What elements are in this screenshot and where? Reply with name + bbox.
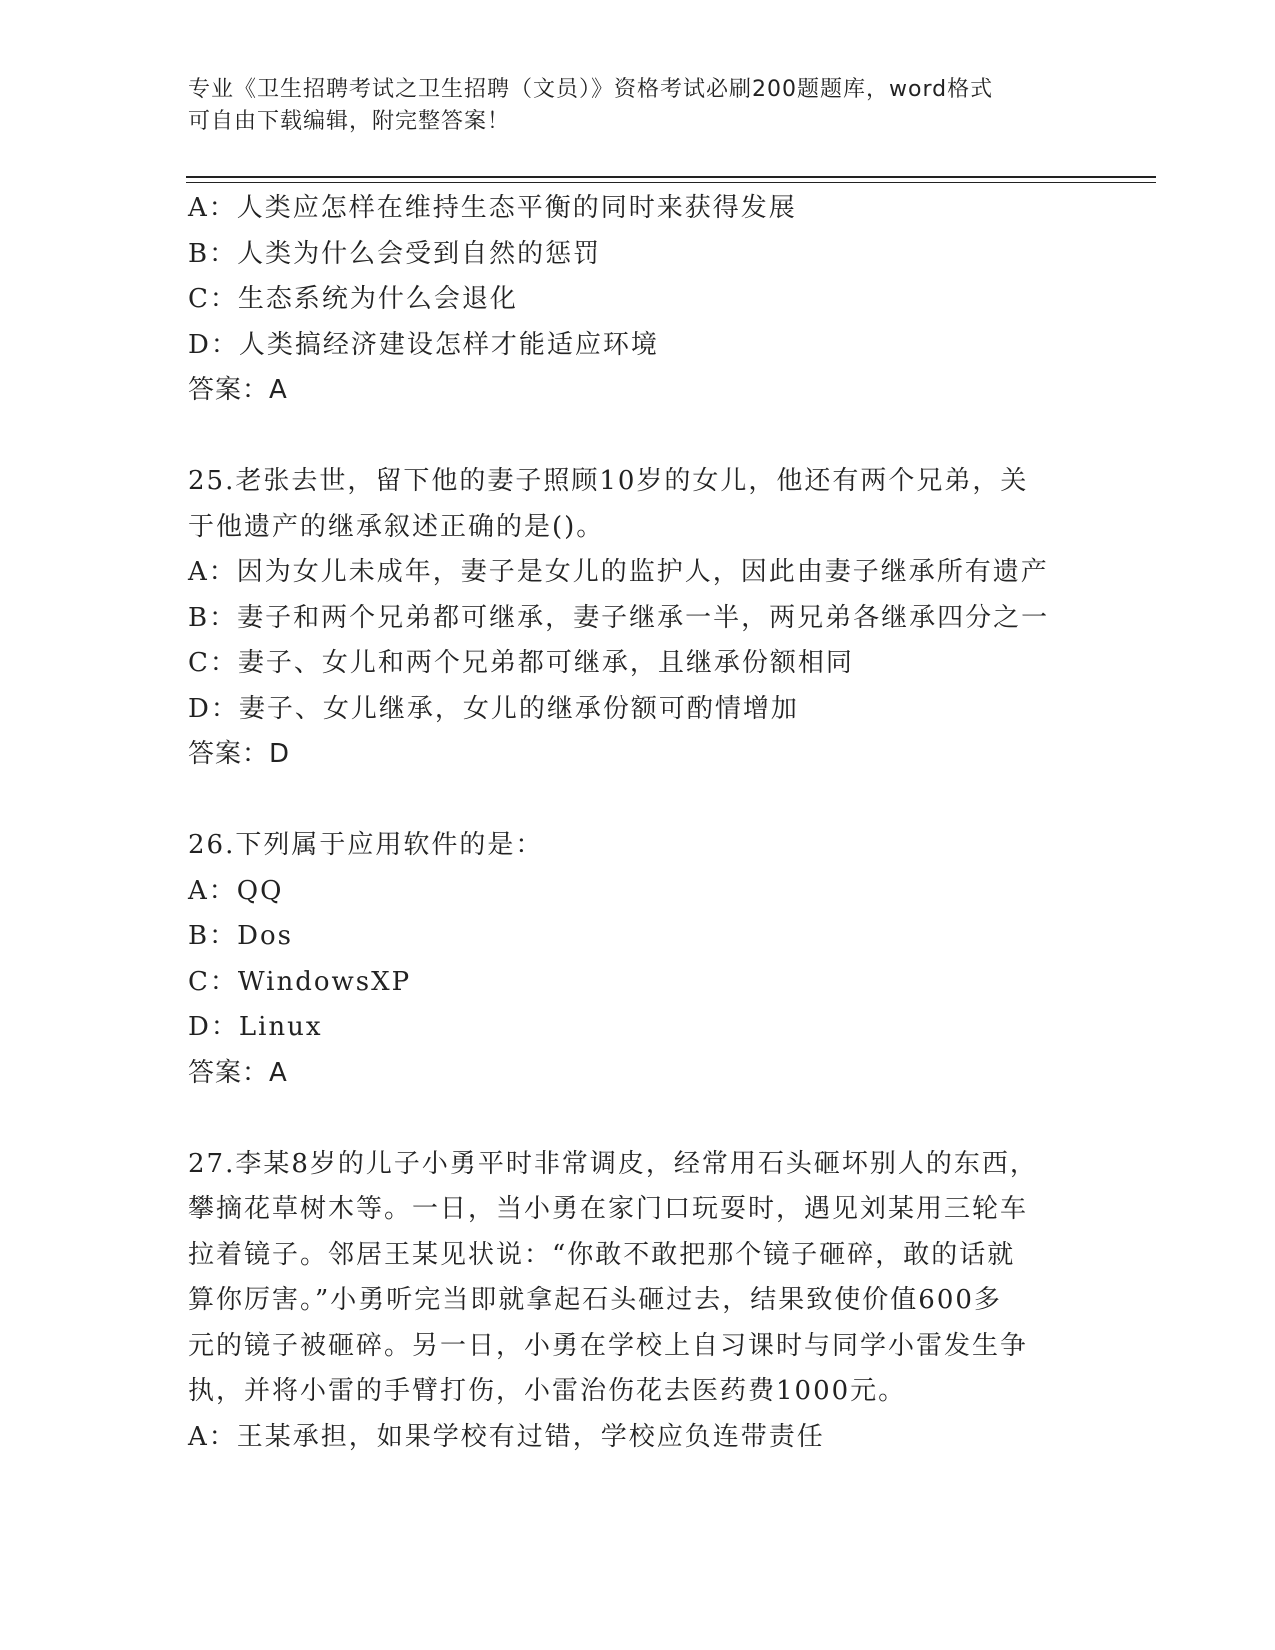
- question-27-stem-line-1: 27.李某8岁的儿子小勇平时非常调皮，经常用石头砸坏别人的东西，: [188, 1148, 1038, 1179]
- question-26-option-b: B：Dos: [188, 921, 293, 951]
- question-24-option-b: B：人类为什么会受到自然的惩罚: [188, 238, 602, 269]
- question-26-option-a: A：QQ: [188, 875, 284, 906]
- header-title-line-2: 可自由下载编辑，附完整答案！: [188, 109, 511, 134]
- question-spacer: [188, 1096, 1088, 1142]
- document-header: [188, 74, 1088, 138]
- question-24-option-a: A：人类应怎样在维持生态平衡的同时来获得发展: [188, 193, 797, 223]
- question-26-stem: 26.下列属于应用软件的是：: [188, 830, 544, 860]
- question-27-stem-line-4: 算你厉害。”小勇听完当即就拿起石头砸过去，结果致使价值600多: [188, 1285, 1002, 1315]
- question-24-option-c: C：生态系统为什么会退化: [188, 284, 518, 314]
- question-25-option-d: D：妻子、女儿继承，女儿的继承份额可酌情增加: [188, 693, 799, 724]
- question-25-stem-line-1: 25.老张去世，留下他的妻子照顾10岁的女儿，他还有两个兄弟，关: [188, 466, 1029, 496]
- question-spacer: [188, 778, 1088, 824]
- question-25-answer: 答案：D: [188, 739, 291, 769]
- question-27-option-a: A：王某承担，如果学校有过错，学校应负连带责任: [188, 1421, 825, 1452]
- question-27-stem-line-6: 执，并将小雷的手臂打伤，小雷治伤花去医药费1000元。: [188, 1376, 907, 1406]
- question-25-block: [188, 459, 1088, 778]
- question-24-block: [188, 186, 1088, 414]
- question-25-option-b: B：妻子和两个兄弟都可继承，妻子继承一半，两兄弟各继承四分之一: [188, 602, 1050, 633]
- header-divider-thick: [186, 176, 1156, 178]
- question-27-stem-line-2: 攀摘花草树木等。一日，当小勇在家门口玩耍时，遇见刘某用三轮车: [188, 1194, 1029, 1224]
- question-27-stem-line-3: 拉着镜子。邻居王某见状说：“你敢不敢把那个镜子砸碎，敢的话就: [188, 1239, 1016, 1270]
- question-26-answer: 答案：A: [188, 1057, 288, 1088]
- question-27-block: [188, 1142, 1088, 1461]
- question-25-option-c: C：妻子、女儿和两个兄弟都可继承，且继承份额相同: [188, 648, 854, 678]
- question-26-block: [188, 823, 1088, 1096]
- question-24-option-d: D：人类搞经济建设怎样才能适应环境: [188, 329, 659, 360]
- header-title-line-1: 专业《卫生招聘考试之卫生招聘（文员）》资格考试必刷200题题库，word格式: [188, 77, 994, 102]
- question-25-stem-line-2: 于他遗产的继承叙述正确的是()。: [188, 511, 605, 542]
- question-25-option-a: A：因为女儿未成年，妻子是女儿的监护人，因此由妻子继承所有遗产: [188, 557, 1049, 587]
- question-27-stem-line-5: 元的镜子被砸碎。另一日，小勇在学校上自习课时与同学小雷发生争: [188, 1330, 1029, 1361]
- question-content: [188, 186, 1088, 1460]
- question-24-answer: 答案：A: [188, 375, 288, 405]
- question-26-option-d: D：Linux: [188, 1012, 323, 1042]
- question-26-option-c: C：WindowsXP: [188, 966, 412, 997]
- question-spacer: [188, 414, 1088, 460]
- header-divider-thin: [186, 182, 1156, 183]
